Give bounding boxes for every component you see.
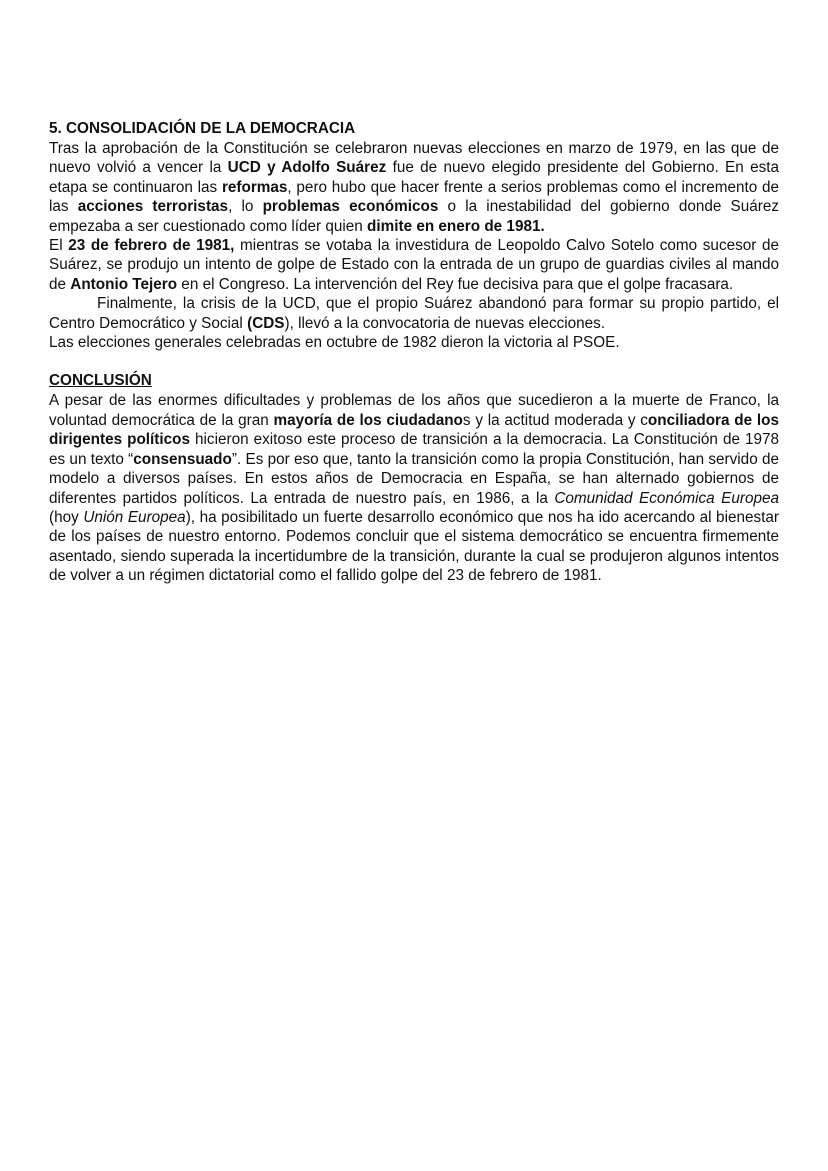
text-run: Las elecciones generales celebradas en octubre de 1982 dieron la victoria al PSOE. (49, 334, 620, 352)
bold-text-run: (CDS (247, 314, 285, 332)
bold-text-run: onciliadora de los dirigentes políticos (49, 411, 779, 449)
section-spacer (49, 352, 779, 370)
text-run: ”. Es por eso que, tanto la transición como la propia Constitución, han servido de modelo a diversos países. En estos años de Democracia en España, se han alternado gobiernos de diferentes partidos políticos. La entrada de nuestro país, en 1986, a la (49, 450, 779, 507)
text-run: s y la actitud moderada y c (462, 411, 648, 429)
text-run: El (49, 237, 69, 255)
text-run: en el Congreso. La intervención del Rey fue decisiva para que el golpe fracasara. (177, 275, 734, 293)
paragraph-elections-1979 (49, 139, 779, 236)
text-run: mientras se votaba la investidura de Leopoldo Calvo Sotelo como sucesor de Suárez, se produjo un intento de golpe de Estado con la entrada de un grupo de guardias civiles al mando de (49, 237, 779, 293)
text-run: ), ha posibilitado un fuerte desarrollo económico que nos ha ido acercando al bienestar de los países de nuestro entorno. Podemos concluir que el sistema democrático se encuentra firmemente asentado, siendo superada la incertidumbre de la transición, durante la cual se produjeron algunos intentos de volver a un régimen dictatorial como el fallido golpe del 23 de febrero de 1981. (49, 508, 779, 585)
bold-text-run: problemas económicos (262, 198, 439, 216)
paragraph-conclusion (49, 391, 779, 585)
bold-text-run: UCD y Adolfo Suárez (227, 159, 387, 177)
conclusion-title: CONCLUSIÓN (49, 372, 152, 390)
text-run: fue de nuevo elegido presidente del Gobierno. En esta etapa se continuaron las (49, 159, 779, 196)
document-page (49, 118, 779, 586)
italic-text-run: Comunidad Económica Europea (554, 489, 779, 507)
text-run: hicieron exitoso este proceso de transición a la democracia. La Constitución de 1978 es un texto “ (49, 431, 779, 468)
text-run: , lo (228, 198, 263, 216)
text-run: Tras la aprobación de la Constitución se celebraron nuevas elecciones en marzo de 1979, en las que de nuevo volvió a vencer la (49, 140, 779, 177)
bold-text-run: mayoría de los ciudadano (273, 411, 463, 429)
bold-text-run: Antonio Tejero (70, 275, 178, 293)
section-title: 5. CONSOLIDACIÓN DE LA DEMOCRACIA (49, 120, 356, 137)
bold-text-run: acciones terroristas (77, 198, 229, 216)
text-run: ), llevó a la convocatoria de nuevas elecciones. (284, 314, 606, 332)
text-run: A pesar de las enormes dificultades y problemas de los años que sucedieron a la muerte de Franco, la voluntad democrática de la gran (49, 392, 779, 429)
text-run: , pero hubo que hacer frente a serios problemas como el incremento de las (49, 178, 779, 216)
text-run: (hoy (49, 508, 84, 526)
text-run: Finalmente, la crisis de la UCD, que el propio Suárez abandonó para formar su propio partido, el Centro Democrático y Social (49, 295, 779, 332)
italic-text-run: Unión Europea (83, 508, 186, 526)
paragraph-elections-1982 (49, 333, 779, 352)
paragraph-ucd-crisis (49, 294, 779, 333)
bold-text-run: 23 de febrero de 1981, (68, 237, 235, 255)
bold-text-run: consensuado (133, 450, 232, 468)
text-run: o la inestabilidad del gobierno donde Suárez empezaba a ser cuestionado como líder quien (49, 198, 779, 235)
paragraph-coup-1981 (49, 236, 779, 294)
bold-text-run: dimite en enero de 1981. (367, 217, 545, 235)
bold-text-run: reformas (221, 178, 288, 196)
